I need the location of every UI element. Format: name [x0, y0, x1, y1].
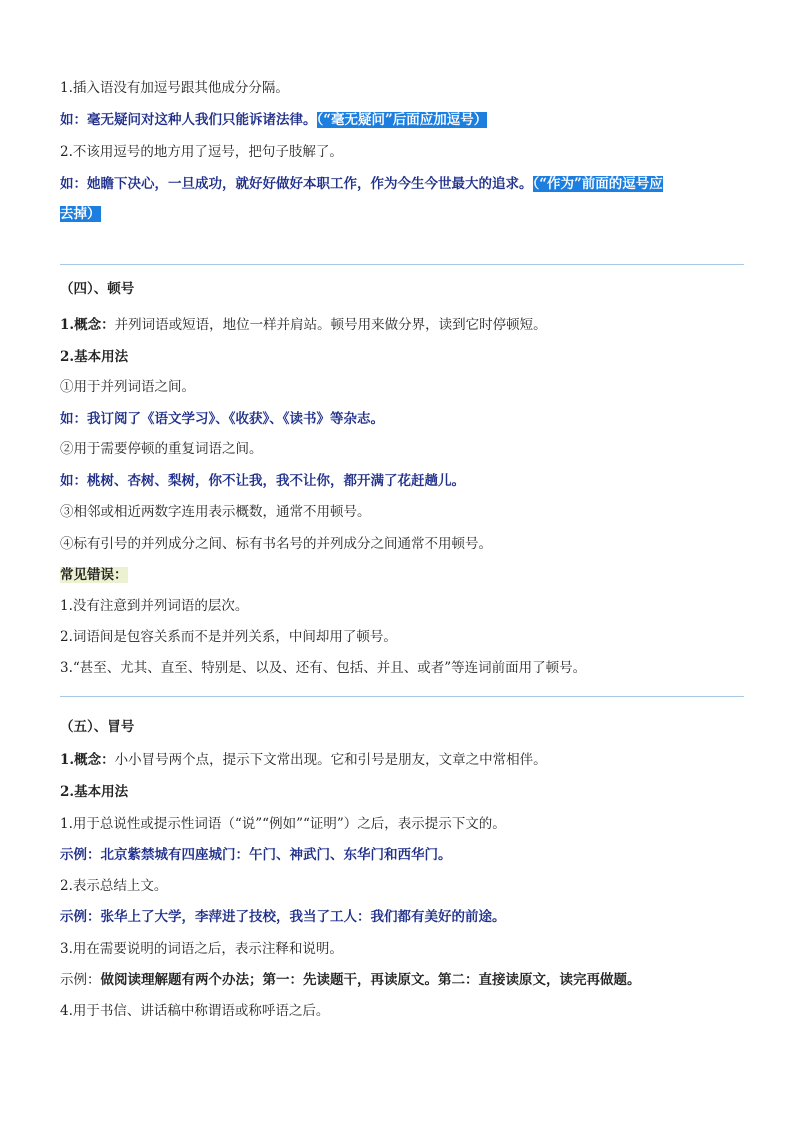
dunhao-usage-2: ②用于需要停顿的重复词语之间。 [60, 441, 263, 457]
section-heading-dunhao: （四）、顿号 [60, 281, 135, 297]
maohao-usage-1-example: 示例：北京紫禁城有四座城门：午门、神武门、东华门和西华门。 [60, 847, 452, 863]
comma-error-item-1: 1.插入语没有加逗号跟其他成分分隔。 [60, 80, 289, 96]
concept-text: 小小冒号两个点，提示下文常出现。它和引号是朋友，文章之中常相伴。 [114, 752, 547, 768]
maohao-usage-3-example [60, 970, 641, 990]
concept-text: 并列词语或短语，地位一样并肩站。顿号用来做分界，读到它时停顿短。 [114, 317, 547, 333]
example-label: 示例： [60, 972, 101, 988]
common-errors-heading: 常见错误： [60, 567, 128, 583]
dunhao-usage-3: ③相邻或相近两数字连用表示概数，通常不用顿号。 [60, 504, 371, 520]
maohao-usage-heading: 2.基本用法 [60, 784, 129, 800]
maohao-usage-4: 4.用于书信、讲话稿中称谓语或称呼语之后。 [60, 1003, 330, 1019]
maohao-usage-2-example: 示例：张华上了大学，李萍进了技校，我当了工人：我们都有美好的前途。 [60, 909, 506, 925]
concept-label: 1.概念： [60, 317, 115, 333]
comma-error-example-1 [60, 110, 487, 130]
dunhao-usage-1-example: 如：我订阅了《语文学习》、《收获》、《读书》等杂志。 [60, 411, 384, 427]
dunhao-usage-4: ④标有引号的并列成分之间、标有书名号的并列成分之间通常不用顿号。 [60, 536, 492, 552]
dunhao-usage-heading: 2.基本用法 [60, 349, 129, 365]
maohao-usage-3: 3.用在需要说明的词语之后，表示注释和说明。 [60, 941, 343, 957]
maohao-usage-1: 1.用于总说性或提示性词语（“说”“例如”“证明”）之后，表示提示下文的。 [60, 816, 506, 832]
example-2-text: 如：她瞻下决心，一旦成功，就好好做好本职工作，作为今生今世最大的追求。 [60, 176, 533, 192]
example-2-highlight-note-end: 去掉） [60, 206, 101, 222]
example-1-text: 如：毫无疑问对这种人我们只能诉诸法律。 [60, 112, 317, 128]
maohao-concept [60, 750, 547, 770]
comma-error-example-2 [60, 174, 663, 194]
common-errors-heading-wrap [60, 565, 128, 585]
common-error-2: 2.词语间是包容关系而不是并列关系，中间却用了顿号。 [60, 629, 397, 645]
section-heading-maohao: （五）、冒号 [60, 719, 135, 735]
example-1-highlight-note: （“毫无疑问”后面应加逗号） [316, 112, 488, 128]
comma-error-item-2: 2.不该用逗号的地方用了逗号，把句子肢解了。 [60, 144, 343, 160]
example-text: 做阅读理解题有两个办法；第一：先读题干，再读原文。第二：直接读原文，读完再做题。 [100, 972, 641, 988]
concept-label: 1.概念： [60, 752, 115, 768]
example-2-highlight-note: （“作为”前面的逗号应 [532, 176, 663, 192]
section-divider [60, 264, 744, 265]
section-divider [60, 696, 744, 697]
common-error-3: 3.“甚至、尤其、直至、特别是、以及、还有、包括、并且、或者”等连词前面用了顿号。 [60, 660, 587, 676]
comma-error-example-2-continued [60, 204, 101, 224]
dunhao-usage-2-example: 如：桃树、杏树、梨树，你不让我，我不让你，都开满了花赶趟儿。 [60, 473, 465, 489]
common-error-1: 1.没有注意到并列词语的层次。 [60, 598, 249, 614]
dunhao-usage-1: ①用于并列词语之间。 [60, 379, 195, 395]
dunhao-concept [60, 315, 547, 335]
maohao-usage-2: 2.表示总结上文。 [60, 878, 168, 894]
